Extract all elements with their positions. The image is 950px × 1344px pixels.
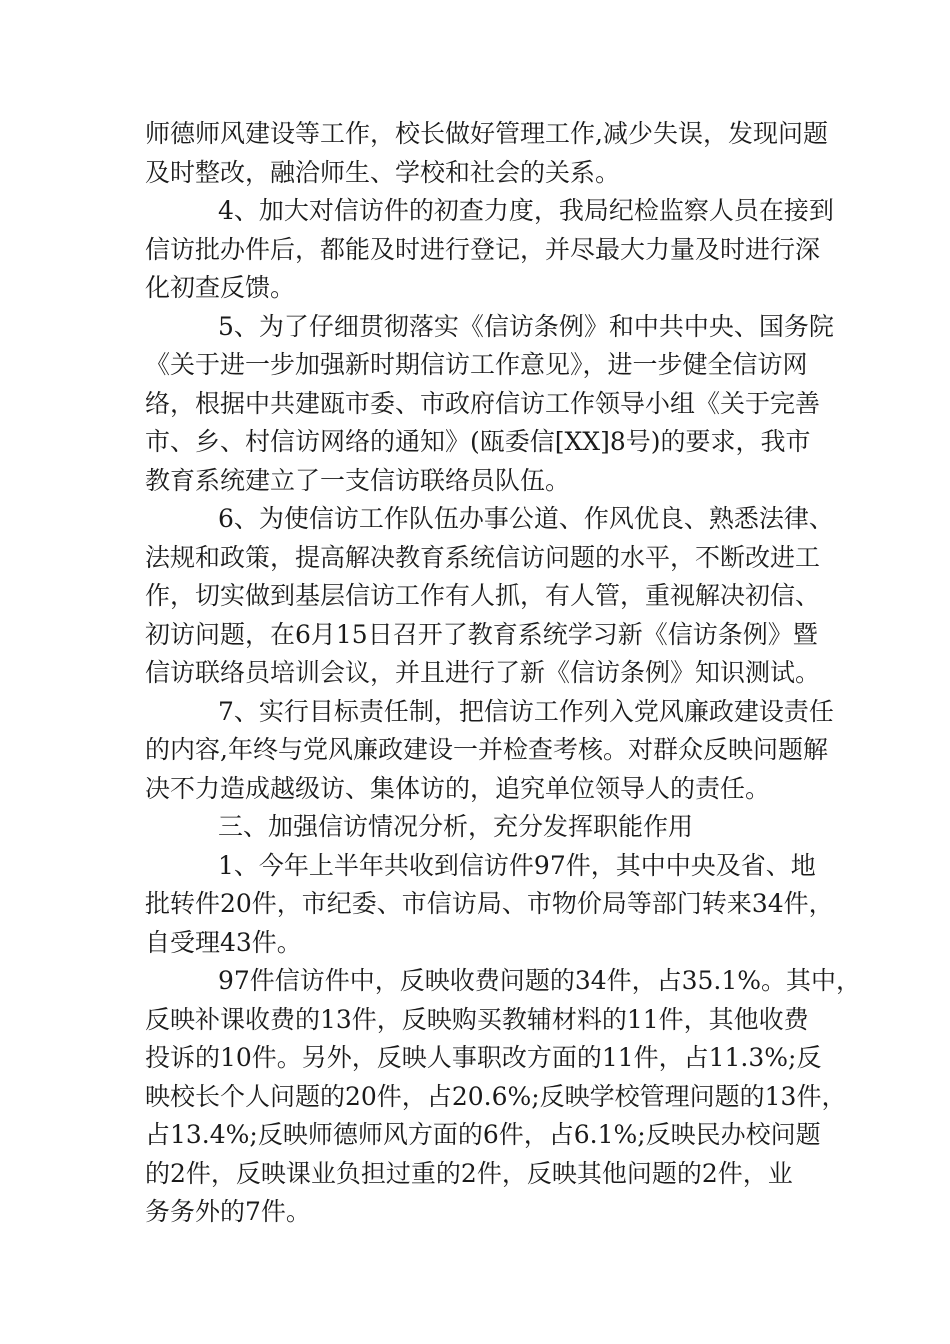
- text-line: 法规和政策，提高解决教育系统信访问题的水平，不断改进工: [145, 542, 821, 572]
- text-line: 的2件，反映课业负担过重的2件，反映其他问题的2件，业: [145, 1158, 793, 1188]
- text-line: 教育系统建立了一支信访联络员队伍。: [145, 465, 571, 495]
- text-line: 及时整改，融洽师生、学校和社会的关系。: [145, 157, 621, 187]
- text-line: 反映补课收费的13件，反映购买教辅材料的11件，其他收费: [145, 1004, 809, 1034]
- document-body: [145, 115, 862, 1232]
- text-line: 市、乡、村信访网络的通知》(瓯委信[XX]8号)的要求，我市: [145, 427, 811, 456]
- text-line: 信访批办件后，都能及时进行登记，并尽最大力量及时进行深: [145, 234, 821, 264]
- text-line: 5、为了仔细贯彻落实《信访条例》和中共中央、国务院: [218, 311, 834, 341]
- text-line: 投诉的10件。另外，反映人事职改方面的11件，占11.3%;反: [145, 1043, 822, 1072]
- text-line: 作，切实做到基层信访工作有人抓，有人管，重视解决初信、: [145, 581, 821, 610]
- text-line: 自受理43件。: [145, 927, 302, 957]
- text-line: 批转件20件，市纪委、市信访局、市物价局等部门转来34件，: [145, 889, 834, 918]
- text-line: 初访问题，在6月15日召开了教育系统学习新《信访条例》暨: [145, 619, 818, 649]
- text-line: 4、加大对信访件的初查力度，我局纪检监察人员在接到: [218, 196, 834, 225]
- text-line: 信访联络员培训会议，并且进行了新《信访条例》知识测试。: [145, 658, 821, 687]
- text-line: 决不力造成越级访、集体访的，追究单位领导人的责任。: [145, 773, 771, 803]
- text-line: 6、为使信访工作队伍办事公道、作风优良、熟悉法律、: [218, 504, 834, 533]
- text-line: 化初查反馈。: [145, 273, 296, 302]
- text-line: 占13.4%;反映师德师风方面的6件，占6.1%;反映民办校问题: [145, 1120, 821, 1149]
- text-line: 《关于进一步加强新时期信访工作意见》，进一步健全信访网: [145, 350, 808, 379]
- text-line: 映校长个人问题的20件，占20.6%;反映学校管理问题的13件，: [145, 1081, 847, 1111]
- text-line: 络，根据中共建瓯市委、市政府信访工作领导小组《关于完善: [145, 388, 821, 418]
- text-line: 务务外的7件。: [145, 1197, 311, 1226]
- text-line: 的内容,年终与党风廉政建设一并检查考核。对群众反映问题解: [145, 735, 828, 764]
- text-line: 7、实行目标责任制，把信访工作列入党风廉政建设责任: [218, 696, 834, 726]
- section-heading: 三、加强信访情况分析，充分发挥职能作用: [218, 812, 694, 841]
- text-line: 97件信访件中，反映收费问题的34件，占35.1%。其中，: [218, 966, 862, 995]
- text-line: 1、今年上半年共收到信访件97件，其中中央及省、地: [218, 850, 816, 880]
- text-line: 师德师风建设等工作，校长做好管理工作,减少失误，发现问题: [145, 119, 828, 148]
